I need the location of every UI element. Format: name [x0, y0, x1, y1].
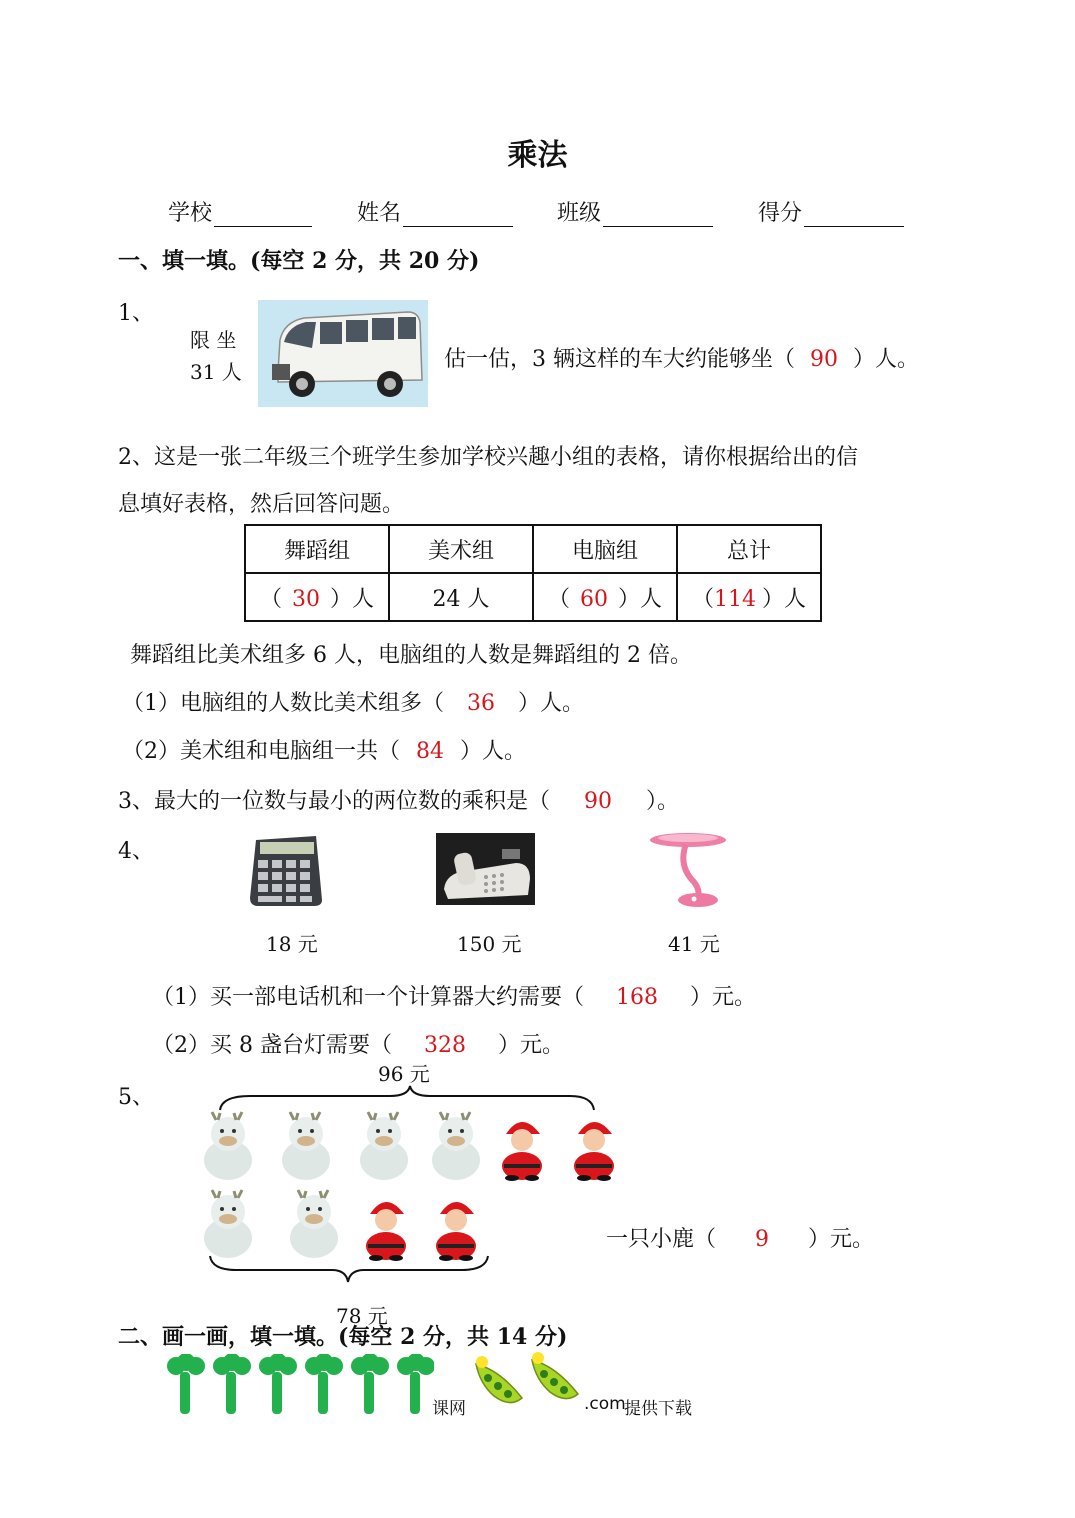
- pea-pod-icon: [526, 1350, 586, 1404]
- santa-toy-icon: [426, 1194, 488, 1262]
- santa-toy-icon: [356, 1194, 418, 1262]
- table-cell-dance: （ 30 ）人: [245, 573, 389, 621]
- q3-question: 3、最大的一位数与最小的两位数的乘积是（ 90 ）。: [118, 789, 680, 814]
- minibus-icon: [258, 300, 428, 407]
- class-field: [557, 196, 713, 227]
- q4-sub2: （2）买 8 盏台灯需要（ 328 ）元。: [152, 1033, 564, 1058]
- q2-sub2-answer[interactable]: 84: [416, 739, 444, 764]
- deer-toy-icon: [282, 1188, 346, 1260]
- pea-pod-icon: [470, 1354, 530, 1408]
- table-cell-total: （114 ）人: [677, 573, 821, 621]
- q5-number: 5、: [118, 1085, 154, 1110]
- q1-seat-count: 31 人: [190, 360, 242, 384]
- footer-right-text: 提供下载: [624, 1399, 692, 1419]
- score-label: 得分: [758, 201, 803, 226]
- q4-number: 4、: [118, 839, 154, 864]
- footer-domain: .com: [584, 1394, 626, 1414]
- section2-heading: 二、画一画，填一填。(每空 2 分，共 14 分): [118, 1324, 568, 1350]
- school-label: 学校: [168, 201, 213, 226]
- class-blank[interactable]: [603, 204, 713, 227]
- q1-answer[interactable]: 90: [810, 347, 838, 372]
- name-label: 姓名: [357, 201, 402, 226]
- telephone-icon: [436, 833, 535, 905]
- q4-sub2-answer[interactable]: 328: [423, 1033, 466, 1058]
- deer-toy-icon: [196, 1188, 260, 1260]
- class-label: 班级: [557, 201, 602, 226]
- q2-sub2: （2）美术组和电脑组一共（ 84 ）人。: [122, 739, 527, 764]
- q2-sub1: （1）电脑组的人数比美术组多（ 36 ）人。: [122, 691, 585, 716]
- q1-question: [444, 342, 919, 373]
- school-blank[interactable]: [214, 204, 312, 227]
- calculator-price: 18 元: [266, 932, 318, 956]
- calculator-icon: [248, 834, 324, 908]
- q1-text-after: ）人。: [853, 347, 920, 372]
- top-brace: [210, 1084, 600, 1112]
- deer-toy-icon: [196, 1110, 260, 1182]
- score-field: [758, 196, 904, 227]
- bottom-brace: [206, 1254, 492, 1284]
- table-header-row: [245, 525, 821, 573]
- dance-answer[interactable]: 30: [292, 586, 320, 612]
- q5-answer[interactable]: 9: [755, 1227, 770, 1252]
- santa-toy-icon: [564, 1114, 626, 1182]
- page-title: 乘法: [507, 138, 568, 173]
- table-cell-art: 24 人: [389, 573, 533, 621]
- table-cell-computer: （ 60 ）人: [533, 573, 677, 621]
- table-header-cell: 总计: [677, 525, 821, 573]
- q5-top-total: 96 元: [378, 1062, 430, 1086]
- q1-seat-limit: 限 坐: [190, 328, 237, 352]
- broccoli-row: [164, 1354, 434, 1422]
- name-field: [357, 196, 513, 227]
- deer-toy-icon: [274, 1110, 338, 1182]
- table-header-cell: 美术组: [389, 525, 533, 573]
- q2-note: 舞蹈组比美术组多 6 人，电脑组的人数是舞蹈组的 2 倍。: [130, 643, 692, 668]
- deer-toy-icon: [424, 1110, 488, 1182]
- q1-number: 1、: [118, 301, 154, 326]
- computer-answer[interactable]: 60: [580, 586, 608, 612]
- q2-sub1-answer[interactable]: 36: [467, 691, 495, 716]
- telephone-price: 150 元: [457, 932, 522, 956]
- q1-text-before: 估一估，3 辆这样的车大约能够坐（: [444, 347, 795, 372]
- table-header-cell: 电脑组: [533, 525, 677, 573]
- total-answer[interactable]: 114: [714, 586, 756, 612]
- q5-question: 一只小鹿（ 9 ）元。: [606, 1227, 875, 1252]
- deer-toy-icon: [352, 1110, 416, 1182]
- desk-lamp-icon: [648, 830, 732, 912]
- lamp-price: 41 元: [668, 932, 720, 956]
- table-row: [245, 573, 821, 621]
- score-blank[interactable]: [804, 204, 904, 227]
- table-header-cell: 舞蹈组: [245, 525, 389, 573]
- footer-left-text: 课网: [432, 1399, 466, 1419]
- name-blank[interactable]: [403, 204, 513, 227]
- santa-toy-icon: [492, 1114, 554, 1182]
- q4-sub1-answer[interactable]: 168: [616, 985, 658, 1010]
- school-field: [168, 196, 312, 227]
- section1-heading: 一、填一填。(每空 2 分，共 20 分): [118, 248, 480, 274]
- q2-line1: 2、这是一张二年级三个班学生参加学校兴趣小组的表格，请你根据给出的信: [118, 445, 858, 470]
- broccoli-icon: [164, 1354, 434, 1418]
- q4-sub1: （1）买一部电话机和一个计算器大约需要（ 168 ）元。: [152, 985, 757, 1010]
- q5-bottom-total: 78 元: [336, 1304, 388, 1328]
- interest-group-table: [244, 524, 822, 622]
- q3-answer[interactable]: 90: [584, 789, 612, 814]
- q2-line2: 息填好表格，然后回答问题。: [118, 492, 405, 517]
